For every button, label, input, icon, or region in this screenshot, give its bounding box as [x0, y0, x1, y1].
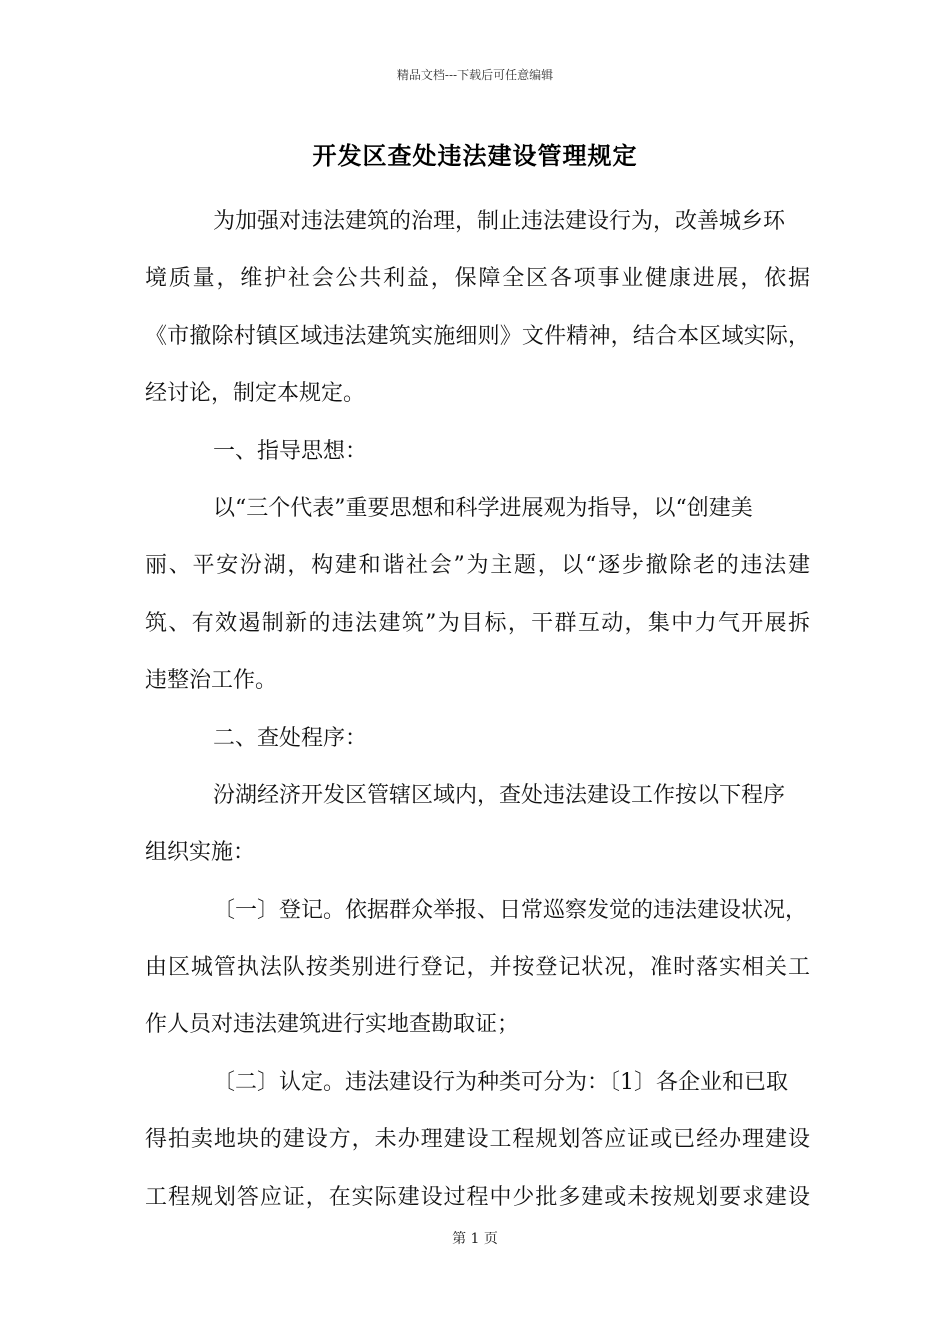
page-number: 第 1 页 [452, 1231, 498, 1247]
paragraph-line: 作人员对违法建筑进行实地查勘取证； [145, 1012, 520, 1038]
paragraph-line: 《市撤除村镇区域违法建筑实施细则》文件精神，结合本区域实际， [145, 323, 810, 349]
paragraph-line: 得拍卖地块的建设方，未办理建设工程规划答应证或已经办理建设 [145, 1127, 810, 1153]
paragraph-line: 工程规划答应证，在实际建设过程中少批多建或未按规划要求建设 [145, 1184, 810, 1210]
paragraph-line: 组织实施： [145, 840, 256, 866]
paragraph-line: 汾湖经济开发区管辖区域内，查处违法建设工作按以下程序 [213, 782, 786, 808]
paragraph-line: 〔二〕认定。违法建设行为种类可分为：〔1〕各企业和已取 [213, 1069, 788, 1095]
paragraph-line: 以“三个代表”重要思想和科学进展观为指导，以“创建美 [213, 495, 753, 521]
paragraph-line: 筑、有效遏制新的违法建筑”为目标，干群互动，集中力气开展拆 [145, 610, 810, 636]
paragraph-line: 〔一〕登记。依据群众举报、日常巡察发觉的违法建设状况， [213, 897, 808, 923]
paragraph-line: 违整治工作。 [145, 668, 278, 694]
section-heading: 二、查处程序： [213, 725, 368, 751]
section-heading: 一、指导思想： [213, 438, 368, 464]
paragraph-line: 由区城管执法队按类别进行登记，并按登记状况，准时落实相关工 [145, 955, 810, 981]
paragraph-line: 为加强对违法建筑的治理，制止违法建设行为，改善城乡环 [213, 209, 786, 234]
paragraph-line: 经讨论，制定本规定。 [145, 381, 366, 407]
paragraph-line: 境质量，维护社会公共利益，保障全区各项事业健康进展，依据 [145, 266, 810, 292]
document-body [145, 200, 810, 1233]
document-title: 开发区查处违法建设管理规定 [312, 141, 638, 170]
page-header: 精品文档---下载后可任意编辑 [396, 68, 554, 82]
paragraph-line: 丽、平安汾湖，构建和谐社会”为主题，以“逐步撤除老的违法建 [145, 553, 810, 579]
